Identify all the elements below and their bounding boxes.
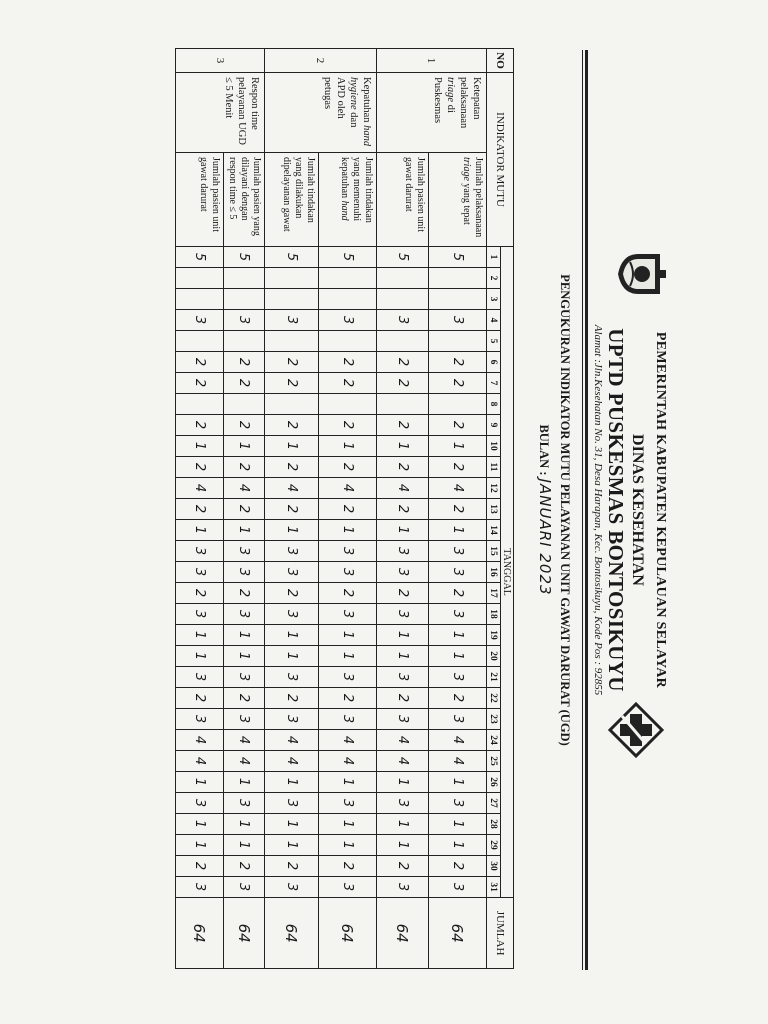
sub-indicator (429, 153, 487, 247)
day-header-24: 24 (487, 730, 501, 751)
sub-indicator (224, 153, 265, 247)
day-value-cell: 2 (319, 856, 377, 877)
day-value-cell: 2 (176, 457, 224, 478)
day-value-cell: 3 (377, 541, 429, 562)
table-row (176, 49, 224, 969)
day-value-cell (224, 268, 265, 289)
day-header-6: 6 (487, 352, 501, 373)
day-value-cell: 1 (176, 436, 224, 457)
day-value-cell: 2 (224, 688, 265, 709)
day-value-cell: 3 (176, 562, 224, 583)
day-header-13: 13 (487, 499, 501, 520)
day-value-cell: 4 (319, 751, 377, 772)
indicator-name (265, 73, 377, 153)
indicator-text-part: triage (445, 77, 456, 103)
day-header-5: 5 (487, 331, 501, 352)
day-value-cell: 3 (319, 667, 377, 688)
day-value-cell: 3 (176, 604, 224, 625)
day-value-cell: 1 (224, 646, 265, 667)
day-value-cell: 2 (265, 856, 319, 877)
day-value-cell: 3 (319, 877, 377, 898)
day-value-cell (377, 394, 429, 415)
day-value-cell: 1 (319, 835, 377, 856)
day-value-cell: 1 (224, 436, 265, 457)
day-header-23: 23 (487, 709, 501, 730)
day-value-cell: 3 (265, 709, 319, 730)
day-value-cell: 2 (429, 415, 487, 436)
day-value-cell (429, 331, 487, 352)
sub-indicator-text-part: Jumlah pelaksanaan (473, 157, 484, 238)
day-value-cell: 4 (224, 730, 265, 751)
day-header-9: 9 (487, 415, 501, 436)
day-value-cell: 2 (265, 373, 319, 394)
day-value-cell: 1 (265, 772, 319, 793)
day-header-15: 15 (487, 541, 501, 562)
day-value-cell: 3 (176, 667, 224, 688)
day-value-cell: 3 (377, 709, 429, 730)
day-value-cell: 1 (377, 835, 429, 856)
row-number: 3 (176, 49, 265, 73)
day-value-cell: 1 (429, 520, 487, 541)
day-value-cell: 2 (319, 415, 377, 436)
day-header-22: 22 (487, 688, 501, 709)
day-header-3: 3 (487, 289, 501, 310)
day-value-cell (176, 268, 224, 289)
header-indikator: INDIKATOR MUTU (487, 73, 514, 247)
day-value-cell: 3 (377, 667, 429, 688)
letterhead-line2: DINAS KESEHATAN (629, 434, 646, 586)
day-header-30: 30 (487, 856, 501, 877)
day-value-cell: 1 (377, 625, 429, 646)
day-value-cell (176, 331, 224, 352)
day-value-cell: 1 (176, 772, 224, 793)
sub-indicator (265, 153, 319, 247)
sub-indicator-text-part: Jumlah pasien unit gawat darurat (198, 157, 221, 232)
day-value-cell: 3 (176, 541, 224, 562)
letterhead-line1: PEMERINTAH KABUPATEN KEPULAUAN SELAYAR (653, 331, 668, 689)
day-value-cell: 2 (377, 415, 429, 436)
day-value-cell: 3 (265, 877, 319, 898)
day-value-cell: 4 (265, 751, 319, 772)
row-number: 1 (377, 49, 487, 73)
day-value-cell: 2 (176, 352, 224, 373)
day-value-cell: 5 (429, 247, 487, 268)
day-value-cell: 3 (429, 877, 487, 898)
total-cell: 64 (319, 898, 377, 969)
day-value-cell: 1 (265, 646, 319, 667)
document-title: PENGUKURAN INDIKATOR MUTU PELAYANAN UNIT GAWAT DARURAT (UGD) (558, 274, 572, 746)
day-value-cell: 1 (265, 814, 319, 835)
day-header-20: 20 (487, 646, 501, 667)
day-value-cell: 1 (377, 646, 429, 667)
day-value-cell: 2 (224, 457, 265, 478)
table-row (265, 49, 319, 969)
day-value-cell: 2 (224, 583, 265, 604)
day-value-cell (176, 289, 224, 310)
day-value-cell: 3 (377, 877, 429, 898)
day-header-29: 29 (487, 835, 501, 856)
day-value-cell: 3 (224, 562, 265, 583)
day-value-cell: 1 (265, 520, 319, 541)
day-value-cell: 4 (176, 730, 224, 751)
sub-indicator (176, 153, 224, 247)
day-value-cell: 3 (377, 310, 429, 331)
day-value-cell: 2 (319, 457, 377, 478)
day-value-cell: 2 (265, 352, 319, 373)
day-value-cell: 3 (224, 793, 265, 814)
day-value-cell: 4 (176, 478, 224, 499)
day-value-cell (265, 289, 319, 310)
day-value-cell: 3 (429, 541, 487, 562)
table-row (224, 49, 265, 969)
day-value-cell: 4 (429, 751, 487, 772)
day-value-cell: 5 (176, 247, 224, 268)
day-value-cell (319, 268, 377, 289)
day-value-cell: 4 (429, 730, 487, 751)
day-value-cell: 1 (265, 835, 319, 856)
day-value-cell (377, 331, 429, 352)
total-cell: 64 (176, 898, 224, 969)
day-value-cell: 1 (224, 814, 265, 835)
day-value-cell: 1 (176, 520, 224, 541)
total-cell: 64 (265, 898, 319, 969)
day-header-2: 2 (487, 268, 501, 289)
day-value-cell: 2 (377, 499, 429, 520)
day-header-25: 25 (487, 751, 501, 772)
sub-indicator-text-part: yang tepat (461, 180, 472, 225)
day-value-cell: 2 (377, 457, 429, 478)
day-value-cell: 1 (429, 814, 487, 835)
month-value: JANUARI 2023 (536, 478, 554, 596)
sub-indicator-text-part: Jumlah pasien unit gawat darurat (403, 157, 426, 232)
day-value-cell: 1 (224, 625, 265, 646)
sub-indicator-text-part: Jumlah tindakan yang dilakukan dipelayanan gawat (281, 157, 316, 232)
day-value-cell: 3 (429, 562, 487, 583)
day-header-1: 1 (487, 247, 501, 268)
day-value-cell (377, 289, 429, 310)
day-value-cell: 4 (176, 751, 224, 772)
letterhead-address: Alamat :Jln.Kesehatan No. 31, Desa Harapan, Kec. Bontosikuyu, Kode Pos : 92855 (592, 324, 604, 696)
day-value-cell: 2 (377, 856, 429, 877)
day-value-cell: 3 (224, 604, 265, 625)
day-value-cell: 3 (224, 877, 265, 898)
day-value-cell: 2 (265, 688, 319, 709)
day-value-cell: 2 (377, 583, 429, 604)
day-value-cell: 3 (265, 310, 319, 331)
day-value-cell: 3 (176, 877, 224, 898)
letterhead-rule (585, 50, 588, 970)
day-value-cell (224, 331, 265, 352)
table-row (319, 49, 377, 969)
day-value-cell: 2 (429, 352, 487, 373)
day-value-cell: 1 (176, 814, 224, 835)
total-cell: 64 (429, 898, 487, 969)
day-value-cell: 2 (176, 688, 224, 709)
day-value-cell: 4 (224, 478, 265, 499)
sub-indicator-text-part: triage (461, 157, 472, 181)
day-value-cell: 1 (429, 772, 487, 793)
day-header-21: 21 (487, 667, 501, 688)
day-value-cell: 3 (429, 604, 487, 625)
day-value-cell: 1 (377, 772, 429, 793)
indicator-text-part: dan APD oleh petugas (322, 77, 359, 128)
day-value-cell: 1 (176, 646, 224, 667)
day-value-cell: 4 (319, 478, 377, 499)
day-value-cell: 2 (265, 457, 319, 478)
day-value-cell: 3 (265, 793, 319, 814)
day-value-cell: 5 (224, 247, 265, 268)
day-value-cell: 4 (265, 730, 319, 751)
day-value-cell: 2 (429, 373, 487, 394)
indicator-text-part: Kepatuhan (361, 77, 372, 126)
day-value-cell (224, 289, 265, 310)
day-value-cell: 4 (377, 730, 429, 751)
day-value-cell (265, 394, 319, 415)
day-value-cell: 3 (319, 709, 377, 730)
day-value-cell: 2 (429, 688, 487, 709)
day-value-cell: 2 (429, 457, 487, 478)
day-value-cell: 3 (377, 562, 429, 583)
day-value-cell: 3 (265, 667, 319, 688)
day-value-cell: 3 (224, 667, 265, 688)
day-header-4: 4 (487, 310, 501, 331)
day-value-cell: 1 (224, 835, 265, 856)
letterhead-rule-thin (582, 50, 583, 970)
day-value-cell: 2 (377, 373, 429, 394)
day-value-cell: 3 (265, 604, 319, 625)
day-value-cell: 2 (429, 499, 487, 520)
day-value-cell: 4 (377, 478, 429, 499)
day-value-cell: 3 (377, 604, 429, 625)
day-value-cell: 3 (319, 310, 377, 331)
day-value-cell (224, 394, 265, 415)
day-header-7: 7 (487, 373, 501, 394)
day-value-cell: 1 (265, 436, 319, 457)
indicator-text-part: Ketepatan pelaksanaan (458, 77, 482, 129)
day-value-cell: 3 (265, 562, 319, 583)
day-value-cell: 1 (377, 520, 429, 541)
letterhead-line3: UPTD PUSKESMAS BONTOSIKUYU (604, 328, 628, 692)
day-value-cell: 2 (265, 415, 319, 436)
day-value-cell: 2 (224, 373, 265, 394)
day-value-cell: 2 (377, 688, 429, 709)
day-header-18: 18 (487, 604, 501, 625)
day-value-cell: 1 (377, 436, 429, 457)
day-value-cell: 2 (319, 583, 377, 604)
day-value-cell (319, 289, 377, 310)
day-value-cell (265, 331, 319, 352)
day-value-cell: 4 (319, 730, 377, 751)
day-value-cell (176, 394, 224, 415)
indicator-name (377, 73, 487, 153)
letterhead (593, 0, 768, 1024)
day-value-cell: 3 (176, 793, 224, 814)
table-row (377, 49, 429, 969)
day-value-cell: 1 (319, 814, 377, 835)
indicator-name (176, 73, 265, 153)
day-value-cell: 1 (429, 436, 487, 457)
day-value-cell: 5 (377, 247, 429, 268)
day-value-cell: 2 (265, 583, 319, 604)
day-value-cell: 1 (224, 520, 265, 541)
day-value-cell: 2 (224, 415, 265, 436)
header-jumlah: JUMLAH (487, 898, 514, 969)
header-tanggal: TANGGAL (501, 247, 514, 898)
day-value-cell: 1 (319, 646, 377, 667)
sub-indicator-text-part: Jumlah pasien yang dilayani dengan respon time ≤ 5 (227, 157, 262, 236)
day-value-cell: 3 (319, 562, 377, 583)
day-value-cell (319, 394, 377, 415)
day-value-cell: 1 (429, 646, 487, 667)
document-month (536, 100, 554, 920)
day-value-cell: 3 (224, 709, 265, 730)
day-header-12: 12 (487, 478, 501, 499)
day-value-cell: 1 (265, 625, 319, 646)
sub-indicator-text-part: Jumlah tindakan yang memenuhi kepatuhan (339, 157, 374, 223)
day-value-cell: 3 (319, 541, 377, 562)
sub-indicator-text-part: hand (339, 200, 350, 221)
month-label: BULAN : (537, 424, 551, 476)
day-value-cell: 3 (224, 310, 265, 331)
day-header-19: 19 (487, 625, 501, 646)
day-value-cell: 2 (224, 856, 265, 877)
day-value-cell: 2 (176, 583, 224, 604)
day-value-cell: 1 (224, 772, 265, 793)
day-header-10: 10 (487, 436, 501, 457)
day-value-cell: 5 (265, 247, 319, 268)
day-value-cell: 2 (176, 373, 224, 394)
indicator-table (175, 48, 514, 969)
day-value-cell: 2 (176, 499, 224, 520)
day-value-cell: 2 (224, 352, 265, 373)
day-value-cell: 4 (224, 751, 265, 772)
day-value-cell: 1 (377, 814, 429, 835)
day-value-cell: 1 (319, 772, 377, 793)
day-value-cell: 2 (319, 373, 377, 394)
day-value-cell: 3 (176, 709, 224, 730)
day-value-cell: 2 (176, 856, 224, 877)
day-header-8: 8 (487, 394, 501, 415)
day-header-17: 17 (487, 583, 501, 604)
day-header-31: 31 (487, 877, 501, 898)
header-no: NO (487, 49, 514, 73)
day-value-cell: 5 (319, 247, 377, 268)
day-value-cell: 2 (377, 352, 429, 373)
puskesmas-cross-logo-icon (608, 702, 664, 758)
day-value-cell: 1 (319, 436, 377, 457)
indicator-text-part: di Puskesmas (432, 77, 456, 124)
day-value-cell (429, 394, 487, 415)
sub-indicator (319, 153, 377, 247)
day-value-cell: 1 (319, 625, 377, 646)
day-value-cell: 3 (429, 709, 487, 730)
indicator-text-part: hand hygiene (348, 77, 372, 147)
day-value-cell: 3 (429, 667, 487, 688)
indicator-text-part: Respon time pelayanan UGD ≤ 5 Menit (223, 77, 260, 145)
day-value-cell: 4 (265, 478, 319, 499)
day-value-cell: 2 (319, 499, 377, 520)
total-cell: 64 (224, 898, 265, 969)
sub-indicator (377, 153, 429, 247)
day-value-cell (429, 289, 487, 310)
row-number: 2 (265, 49, 377, 73)
day-value-cell (377, 268, 429, 289)
day-header-26: 26 (487, 772, 501, 793)
day-value-cell: 1 (319, 520, 377, 541)
day-value-cell: 3 (319, 604, 377, 625)
day-header-28: 28 (487, 814, 501, 835)
day-value-cell: 2 (429, 856, 487, 877)
day-value-cell: 3 (429, 793, 487, 814)
day-header-14: 14 (487, 520, 501, 541)
day-value-cell: 1 (429, 625, 487, 646)
day-value-cell: 4 (429, 478, 487, 499)
total-cell: 64 (377, 898, 429, 969)
day-value-cell: 1 (176, 835, 224, 856)
day-value-cell (319, 331, 377, 352)
table-row (429, 49, 487, 969)
day-value-cell: 2 (176, 415, 224, 436)
day-value-cell: 2 (429, 583, 487, 604)
day-value-cell: 2 (265, 499, 319, 520)
day-value-cell: 1 (429, 835, 487, 856)
day-header-27: 27 (487, 793, 501, 814)
regency-crest-icon (616, 248, 668, 300)
day-header-11: 11 (487, 457, 501, 478)
day-value-cell: 3 (265, 541, 319, 562)
day-value-cell: 2 (319, 688, 377, 709)
day-value-cell: 3 (319, 793, 377, 814)
day-header-16: 16 (487, 562, 501, 583)
day-value-cell: 2 (319, 352, 377, 373)
day-value-cell: 1 (176, 625, 224, 646)
day-value-cell: 4 (377, 751, 429, 772)
day-value-cell: 3 (224, 541, 265, 562)
day-value-cell (429, 268, 487, 289)
day-value-cell: 3 (377, 793, 429, 814)
day-value-cell: 3 (176, 310, 224, 331)
day-value-cell: 3 (429, 310, 487, 331)
day-value-cell: 2 (224, 499, 265, 520)
day-value-cell (265, 268, 319, 289)
